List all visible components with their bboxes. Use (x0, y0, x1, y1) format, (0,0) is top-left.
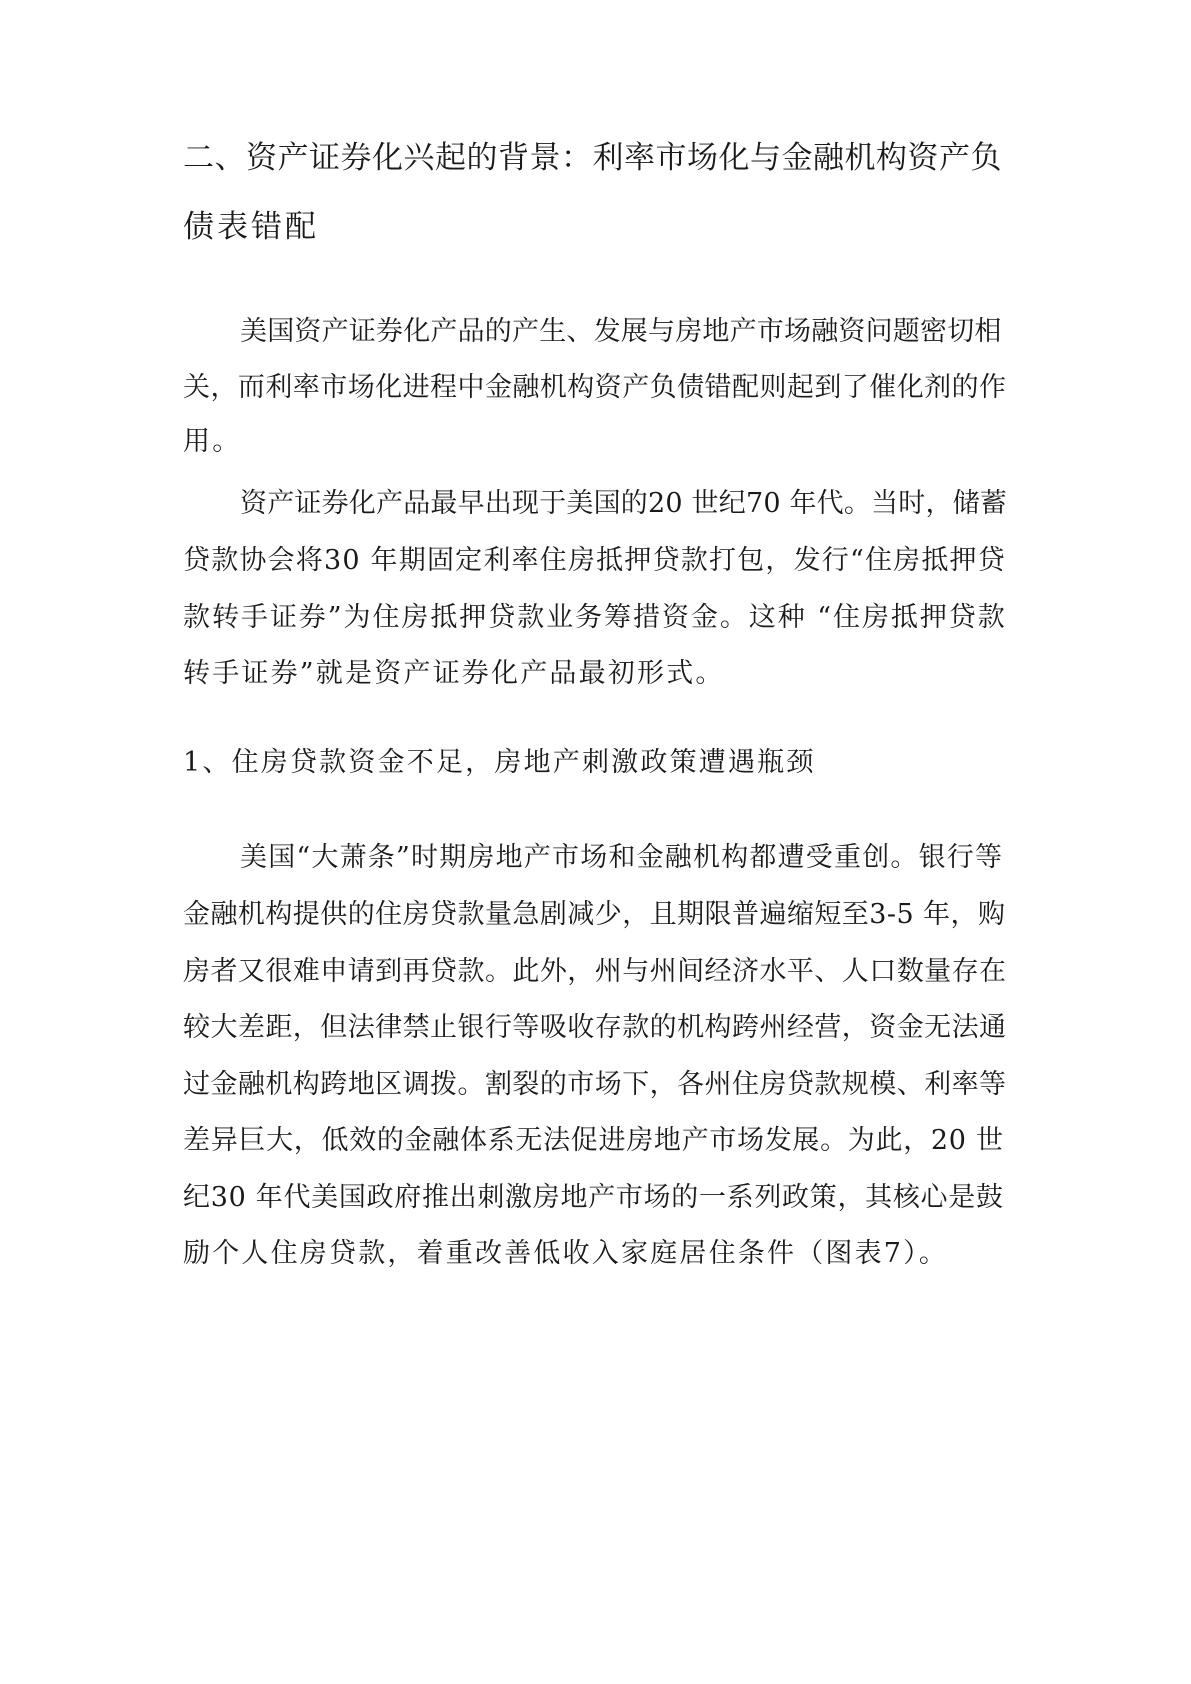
section-heading-line-1: 二、资产证券化兴起的背景：利率市场化与金融机构资产负 (183, 140, 1002, 176)
paragraph-3-line-8: 励个人住房贷款，着重改善低收入家庭居住条件（图表7）。 (183, 1238, 949, 1269)
paragraph-1-line-2: 关，而利率市场化进程中金融机构资产负债错配则起到了催化剂的作 (183, 372, 1007, 403)
paragraph-3-line-2: 金融机构提供的住房贷款量急剧减少，且期限普遍缩短至3-5 年，购 (183, 899, 1006, 930)
paragraph-1-line-1: 美国资产证券化产品的产生、发展与房地产市场融资问题密切相 (240, 316, 1002, 347)
section-heading-line-2: 债表错配 (183, 209, 319, 245)
paragraph-3-line-5: 过金融机构跨地区调拨。割裂的市场下，各州住房贷款规模、利率等 (183, 1069, 1007, 1100)
paragraph-1-line-3: 用。 (183, 426, 242, 457)
subsection-heading: 1、住房贷款资金不足，房地产刺激政策遭遇瓶颈 (183, 747, 816, 778)
paragraph-3-line-1: 美国“大萧条”时期房地产市场和金融机构都遭受重创。银行等 (240, 842, 1004, 873)
paragraph-2-line-2: 贷款协会将30 年期固定利率住房抵押贷款打包，发行“住房抵押贷 (183, 545, 1006, 576)
paragraph-3-line-4: 较大差距，但法律禁止银行等吸收存款的机构跨州经营，资金无法通 (183, 1012, 1007, 1043)
paragraph-3-line-3: 房者又很难申请到再贷款。此外，州与州间经济水平、人口数量存在 (183, 956, 1007, 987)
paragraph-2-line-3: 款转手证券”为住房抵押贷款业务筹措资金。这种 “住房抵押贷款 (183, 602, 1007, 633)
paragraph-3-line-7: 纪30 年代美国政府推出刺激房地产市场的一系列政策，其核心是鼓 (183, 1182, 1004, 1213)
paragraph-2-line-1: 资产证券化产品最早出现于美国的20 世纪70 年代。当时，储蓄 (240, 488, 1008, 519)
paragraph-2-line-4: 转手证券”就是资产证券化产品最初形式。 (183, 658, 725, 689)
paragraph-3-line-6: 差异巨大，低效的金融体系无法促进房地产市场发展。为此，20 世 (183, 1125, 1004, 1156)
